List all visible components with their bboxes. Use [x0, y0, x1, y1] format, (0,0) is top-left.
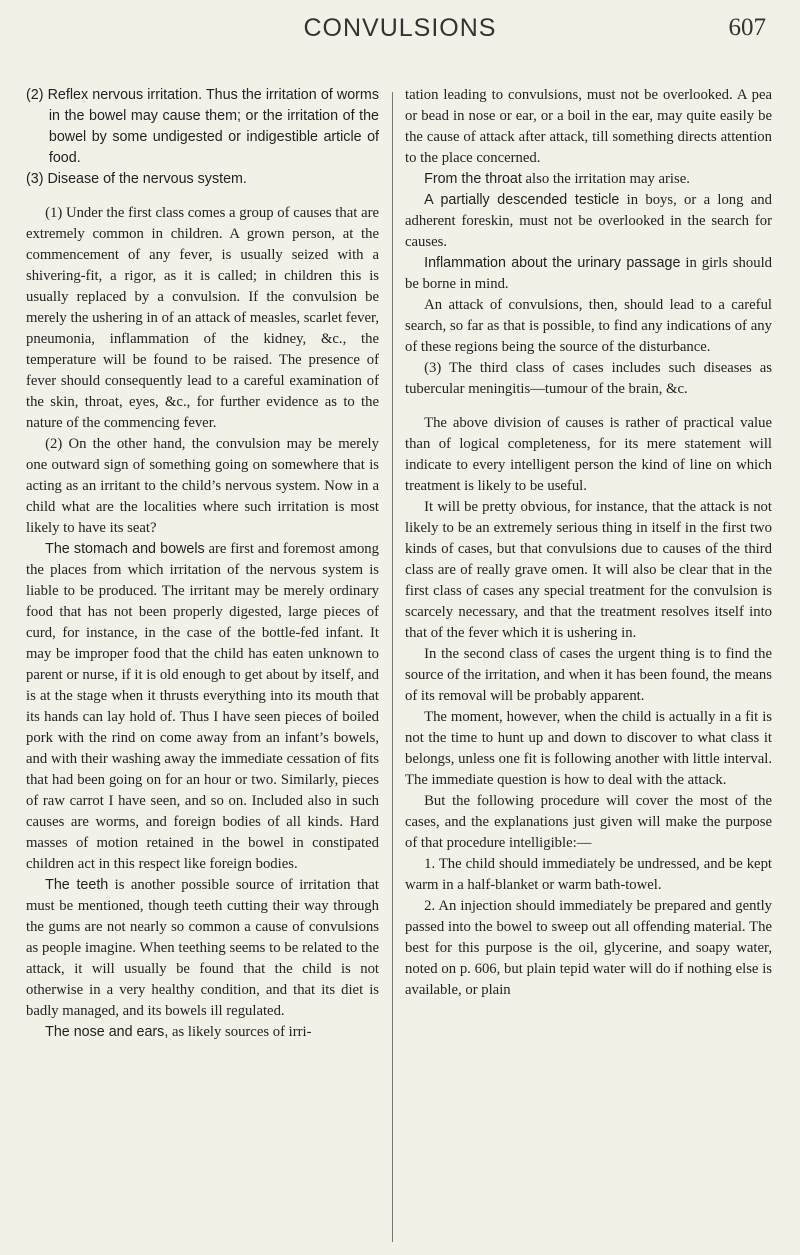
lead-urinary: Inflammation about the urinary passage [424, 255, 681, 271]
spacer [26, 190, 379, 203]
lead-nose-ears: The nose and ears, [45, 1024, 169, 1040]
text-teeth: is another possible source of irritation that must be mentioned, though teeth cutting their way through the gums are not nearly so common a cause of convulsions as people imagine. When teething seems to be related to the attack, it will usually be found that the child is not otherwise in a very healthy condition, and that its diet is badly managed, and its bowels ill regulated. [26, 877, 379, 1019]
right-column [405, 85, 772, 1251]
running-title: CONVULSIONS [303, 14, 497, 42]
paragraph-moment: The moment, however, when the child is actually in a fit is not the time to hunt up and down to discover to what class it belongs, unless one fit is following another with little interval. The immediate question is how to deal with the attack. [405, 709, 772, 788]
paragraph-first-class: (1) Under the first class comes a group of causes that are extremely common in children. A grown person, at the commencement of any fever, is usually seized with a shivering-fit, a rigor, as it is called; in children this is usually replaced by a convulsion. If the convulsion be merely the ushering in of an attack of measles, scarlet fever, pneumonia, inflammation of the kidney, &c., the temperature will be found to be raised. The presence of fever should consequently lead to a careful examination of the skin, throat, eyes, &c., for further evidence as to the nature of the commencing fever. [26, 205, 379, 431]
lead-testicle: A partially descended testicle [424, 192, 620, 208]
page-header [0, 0, 800, 70]
paragraph-nose-ears [26, 1022, 379, 1043]
paragraph-continuation: tation leading to convulsions, must not be overlooked. A pea or bead in nose or ear, or a boil in the ear, may quite easily be the cause of attack after attack, till something directs attention to the place concerned. [405, 87, 772, 166]
text-testicle: in boys, or a long and adherent foreskin, must not be overlooked in the search for causes. [405, 192, 772, 250]
lead-throat: From the throat [424, 171, 522, 187]
text-nose-ears: as likely sources of irri- [168, 1024, 312, 1040]
paragraph-second-class: (2) On the other hand, the convulsion may be merely one outward sign of something going on somewhere that is acting as an irritant to the child’s nervous system. Now in a child what are the localities where such irritation is most likely to have its seat? [26, 436, 379, 536]
cause-reflex: (2) Reflex nervous irritation. Thus the irritation of worms in the bowel may cause them; or the irritation of the bowel by some undigested or indigestible article of food. [26, 87, 379, 166]
list-item: 2. An injection should immediately be prepared and gently passed into the bowel to sweep out all offending material. The best for this purpose is the oil, glycerine, and soapy water, noted on p. 606, but plain tepid water will do if nothing else is available, or plain [405, 898, 772, 998]
paragraph-procedure: But the following procedure will cover the most of the cases, and the explanations just given will make the purpose of that procedure intelligible:— [405, 793, 772, 851]
text-stomach-bowels: are first and foremost among the places from which irritation of the nervous system is liable to be produced. The irritant may be merely ordinary food that has not been properly digested, large pieces of curd, for instance, in the case of the bottle-fed infant. It may be improper food that the child has eaten unknown to parent or nurse, if it is old enough to get about by itself, and is at the stage when it thrusts everything into its mouth that its hands can lay hold of. Thus I have seen pieces of boiled pork with the rind on come away from an infant’s bowels, and with their washing away the immediate cessation of fits that had been going on for an hour or two. Similarly, pieces of raw carrot I have seen, and so on. Included also in such causes are worms, and foreign bodies of all kinds. Hard masses of motion retained in the bowel in constipated children act in this respect like foreign bodies. [26, 541, 379, 872]
column-divider [392, 92, 393, 1242]
cause-nervous-disease: (3) Disease of the nervous system. [26, 171, 247, 187]
text-urinary: in girls should be borne in mind. [405, 255, 772, 292]
text-throat: also the irritation may arise. [521, 171, 690, 187]
page-number: 607 [728, 14, 766, 41]
lead-teeth: The teeth [45, 877, 109, 893]
paragraph-urinary [405, 253, 772, 295]
left-column [26, 85, 379, 1251]
list-item: 1. The child should immediately be undressed, and be kept warm in a half-blanket or warm bath-towel. [405, 856, 772, 893]
paragraph-stomach-bowels [26, 539, 379, 875]
paragraph-second-class-treatment: In the second class of cases the urgent thing is to find the source of the irritation, and when it has been found, the means of its removal will be probably apparent. [405, 646, 772, 704]
lead-stomach-bowels: The stomach and bowels [45, 541, 205, 557]
paragraph-testicle [405, 190, 772, 253]
paragraph-division: The above division of causes is rather of practical value than of logical completeness, for its mere statement will indicate to every intelligent person the kind of line on which treatment is likely to be useful. [405, 415, 772, 494]
spacer [405, 400, 772, 413]
paragraph-third-class: (3) The third class of cases includes such diseases as tubercular meningitis—tumour of the brain, &c. [405, 360, 772, 397]
paragraph-throat [405, 169, 772, 190]
paragraph-teeth [26, 875, 379, 1022]
paragraph-search: An attack of convulsions, then, should lead to a careful search, so far as that is possible, to find any indications of any of these regions being the source of the disturbance. [405, 297, 772, 355]
paragraph-obvious: It will be pretty obvious, for instance, that the attack is not likely to be an extremely serious thing in itself in the first two kinds of cases, but that convulsions due to causes of the third class are of really grave omen. It will also be clear that in the first class of cases any special treatment for the convulsion is scarcely necessary, and that the treatment resolves itself into that of the fever which it is ushering in. [405, 499, 772, 641]
